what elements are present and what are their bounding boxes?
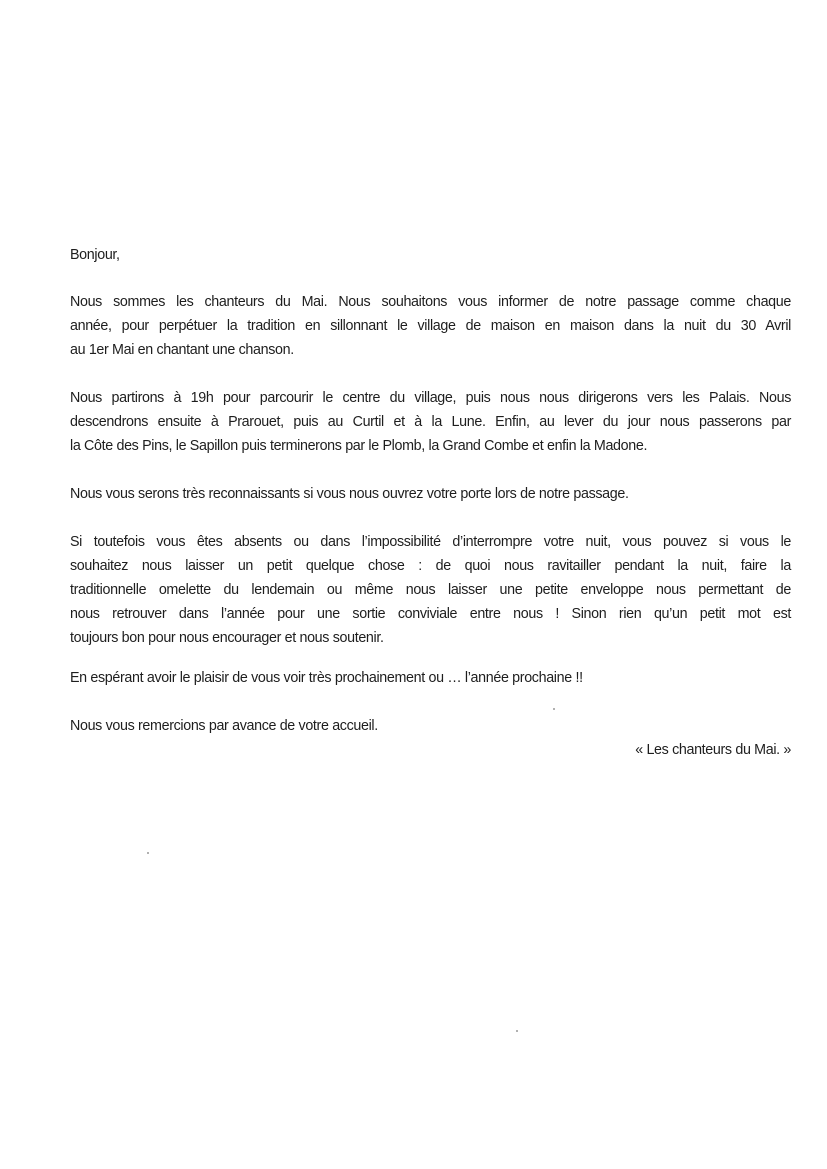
text-line: Nous partirons à 19h pour parcourir le centre du village, puis nous nous dirigerons vers les Palais. Nous [70, 390, 791, 406]
scan-speck [516, 1030, 518, 1032]
text-line: traditionnelle omelette du lendemain ou même nous laisser une petite enveloppe nous permettant de [70, 582, 791, 598]
scan-speck [553, 708, 555, 710]
paragraph-hope [70, 666, 791, 690]
greeting [70, 243, 791, 267]
text-line: Nous sommes les chanteurs du Mai. Nous souhaitons vous informer de notre passage comme chaque [70, 294, 791, 310]
text-line: Si toutefois vous êtes absents ou dans l’impossibilité d’interrompre votre nuit, vous pouvez si vous le [70, 534, 791, 550]
text-line: Nous vous remercions par avance de votre accueil. [70, 718, 378, 734]
text-line: Nous vous serons très reconnaissants si vous nous ouvrez votre porte lors de notre passage. [70, 486, 629, 502]
text-line: Bonjour, [70, 247, 120, 263]
text-line: année, pour perpétuer la tradition en sillonnant le village de maison en maison dans la nuit du 30 Avril [70, 318, 791, 334]
text-line: souhaitez nous laisser un petit quelque chose : de quoi nous ravitailler pendant la nuit, faire la [70, 558, 791, 574]
text-line: nous retrouver dans l’année pour une sortie conviviale entre nous ! Sinon rien qu’un petit mot est [70, 606, 791, 622]
paragraph-closing [70, 714, 791, 738]
paragraph-absence [70, 530, 791, 650]
text-line: descendrons ensuite à Prarouet, puis au Curtil et à la Lune. Enfin, au lever du jour nous passerons par [70, 414, 791, 430]
scan-speck [147, 852, 149, 854]
paragraph-thanks [70, 482, 791, 506]
text-line: la Côte des Pins, le Sapillon puis terminerons par le Plomb, la Grand Combe et enfin la Madone. [70, 438, 648, 454]
paragraph-introduction [70, 290, 791, 362]
text-line: toujours bon pour nous encourager et nous soutenir. [70, 630, 384, 646]
paragraph-route [70, 386, 791, 458]
signature: « Les chanteurs du Mai. » [635, 742, 791, 758]
text-line: au 1er Mai en chantant une chanson. [70, 342, 294, 358]
text-line: En espérant avoir le plaisir de vous voir très prochainement ou … l’année prochaine !! [70, 670, 583, 686]
